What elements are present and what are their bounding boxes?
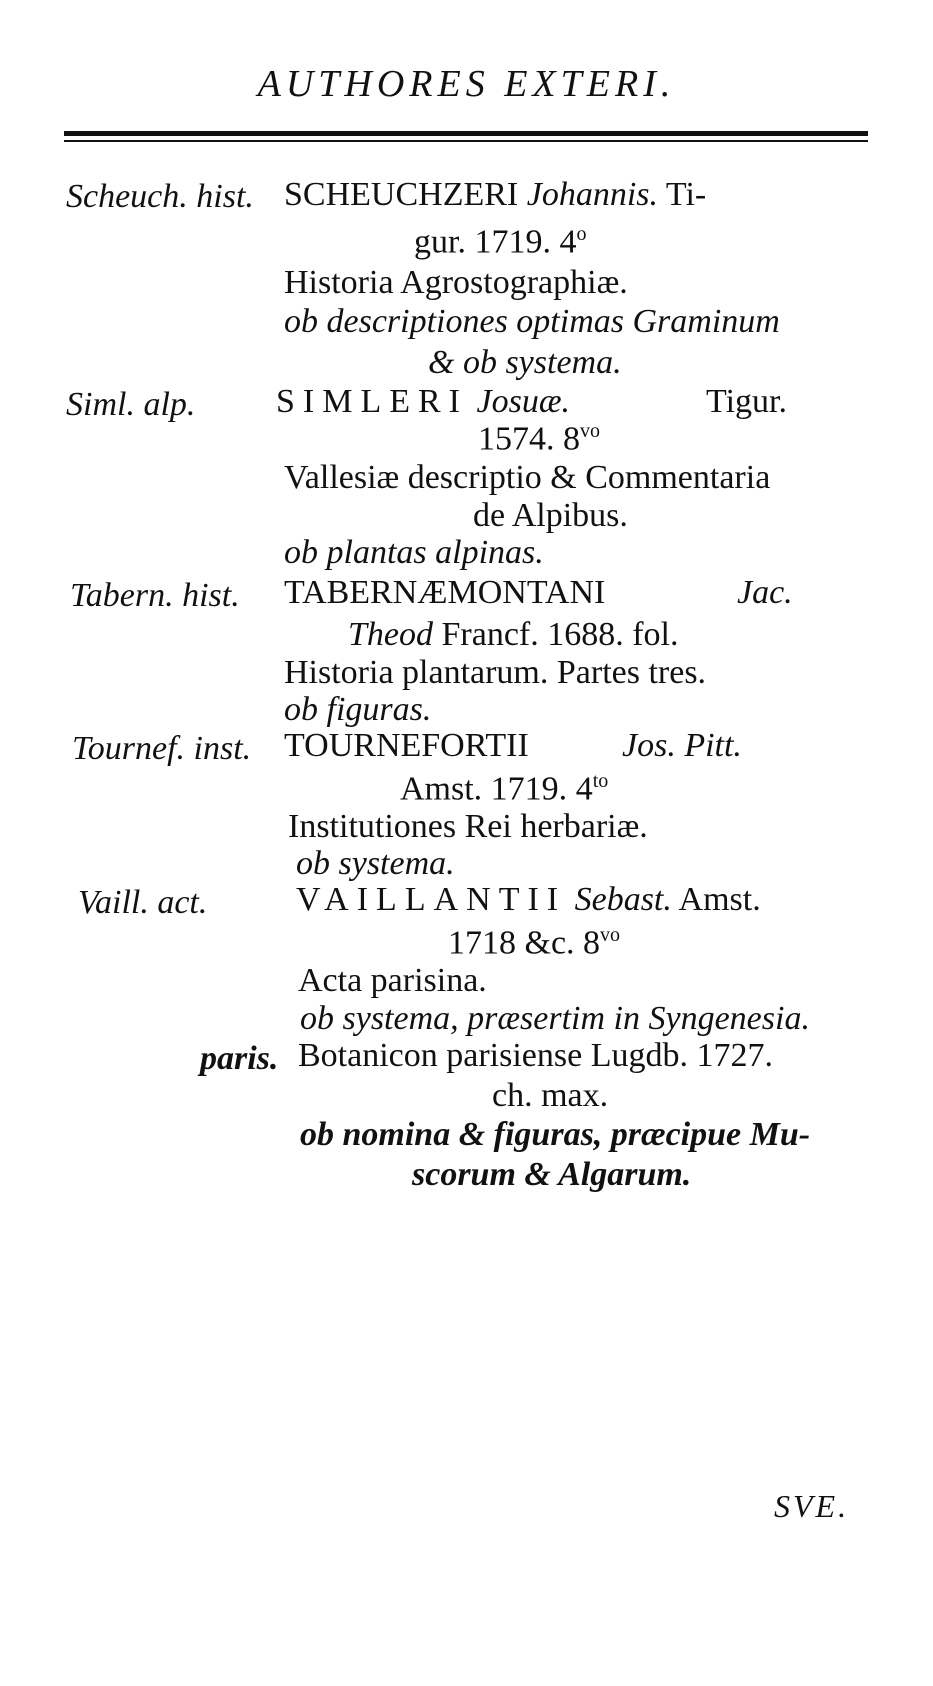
author-given-name: Josuæ.	[476, 383, 570, 420]
format: 4	[575, 770, 593, 808]
imprint-line	[478, 420, 600, 458]
note-line: ob plantas alpinas.	[284, 534, 544, 571]
entry-author-line	[284, 727, 529, 765]
entry-abbreviation: Tabern. hist.	[70, 577, 240, 614]
format: 4	[559, 223, 577, 261]
format-suffix: to	[592, 770, 609, 792]
author-name: SIMLERI	[276, 383, 468, 420]
note-line: & ob systema.	[428, 344, 622, 381]
entry-abbreviation: paris.	[200, 1040, 279, 1077]
format-suffix: vo	[600, 924, 621, 946]
author-name: TABERNÆMONTANI	[284, 574, 606, 611]
author-name: SCHEUCHZERI	[284, 176, 519, 213]
note-line: ob nomina & figuras, præcipue Mu-	[300, 1116, 811, 1153]
place-start: Ti-	[665, 176, 707, 213]
author-given-name-continued: Theod	[348, 616, 433, 653]
note-line: ob figuras.	[284, 691, 432, 728]
author-name: VAILLANTII	[296, 881, 567, 918]
imprint-line	[414, 223, 586, 261]
imprint: 1718 &c.	[448, 924, 575, 962]
imprint-line	[348, 616, 679, 654]
note-line: ob descriptiones optimas Graminum	[284, 303, 780, 340]
work-title-continued: de Alpibus.	[473, 497, 628, 534]
work-title: Botanicon parisiense Lugdb. 1727.	[298, 1037, 773, 1074]
entry-author-line	[284, 574, 605, 612]
entry-author-line	[296, 881, 761, 919]
author-given-name: Johannis.	[526, 176, 659, 213]
format: 8	[583, 924, 601, 962]
format-suffix: vo	[580, 420, 600, 442]
imprint: Francf. 1688. fol.	[441, 616, 679, 653]
work-title: Institutiones Rei herbariæ.	[288, 808, 648, 845]
imprint: gur. 1719.	[414, 223, 551, 261]
note-line: scorum & Algarum.	[412, 1156, 692, 1193]
entry-abbreviation: Scheuch. hist.	[66, 178, 254, 215]
work-title: Historia plantarum. Partes tres.	[284, 654, 707, 691]
imprint-line	[400, 770, 608, 808]
format: 8	[563, 420, 580, 458]
entry-abbreviation: Siml. alp.	[66, 386, 196, 423]
author-name: TOURNEFORTII	[284, 727, 529, 764]
header-rule-thin	[64, 140, 868, 142]
catchword: SVE.	[774, 1488, 850, 1524]
entry-abbreviation: Tournef. inst.	[72, 730, 252, 767]
author-given-name: Jos. Pitt.	[622, 727, 742, 764]
entry-author-line	[284, 176, 706, 214]
place-start: Amst.	[678, 881, 761, 918]
running-header: AUTHORES EXTERI.	[257, 63, 676, 105]
author-given-name: Sebast.	[574, 881, 672, 918]
imprint-line	[448, 924, 620, 962]
place-start: Tigur.	[706, 383, 787, 420]
imprint: Amst. 1719.	[400, 770, 568, 808]
entry-author-line	[276, 383, 570, 421]
entry-abbreviation: Vaill. act.	[78, 884, 208, 921]
note-line: ob systema, præsertim in Syngenesia.	[300, 1000, 810, 1037]
author-given-name: Jac.	[737, 574, 793, 611]
work-title: Vallesiæ descriptio & Commentaria	[284, 459, 771, 496]
header-rule-thick	[64, 131, 868, 136]
format-suffix: o	[576, 223, 587, 245]
work-title: Historia Agrostographiæ.	[284, 264, 628, 301]
imprint: 1574.	[478, 420, 555, 458]
imprint-line: ch. max.	[492, 1077, 609, 1114]
work-title: Acta parisina.	[298, 962, 487, 999]
note-line: ob systema.	[296, 845, 455, 882]
